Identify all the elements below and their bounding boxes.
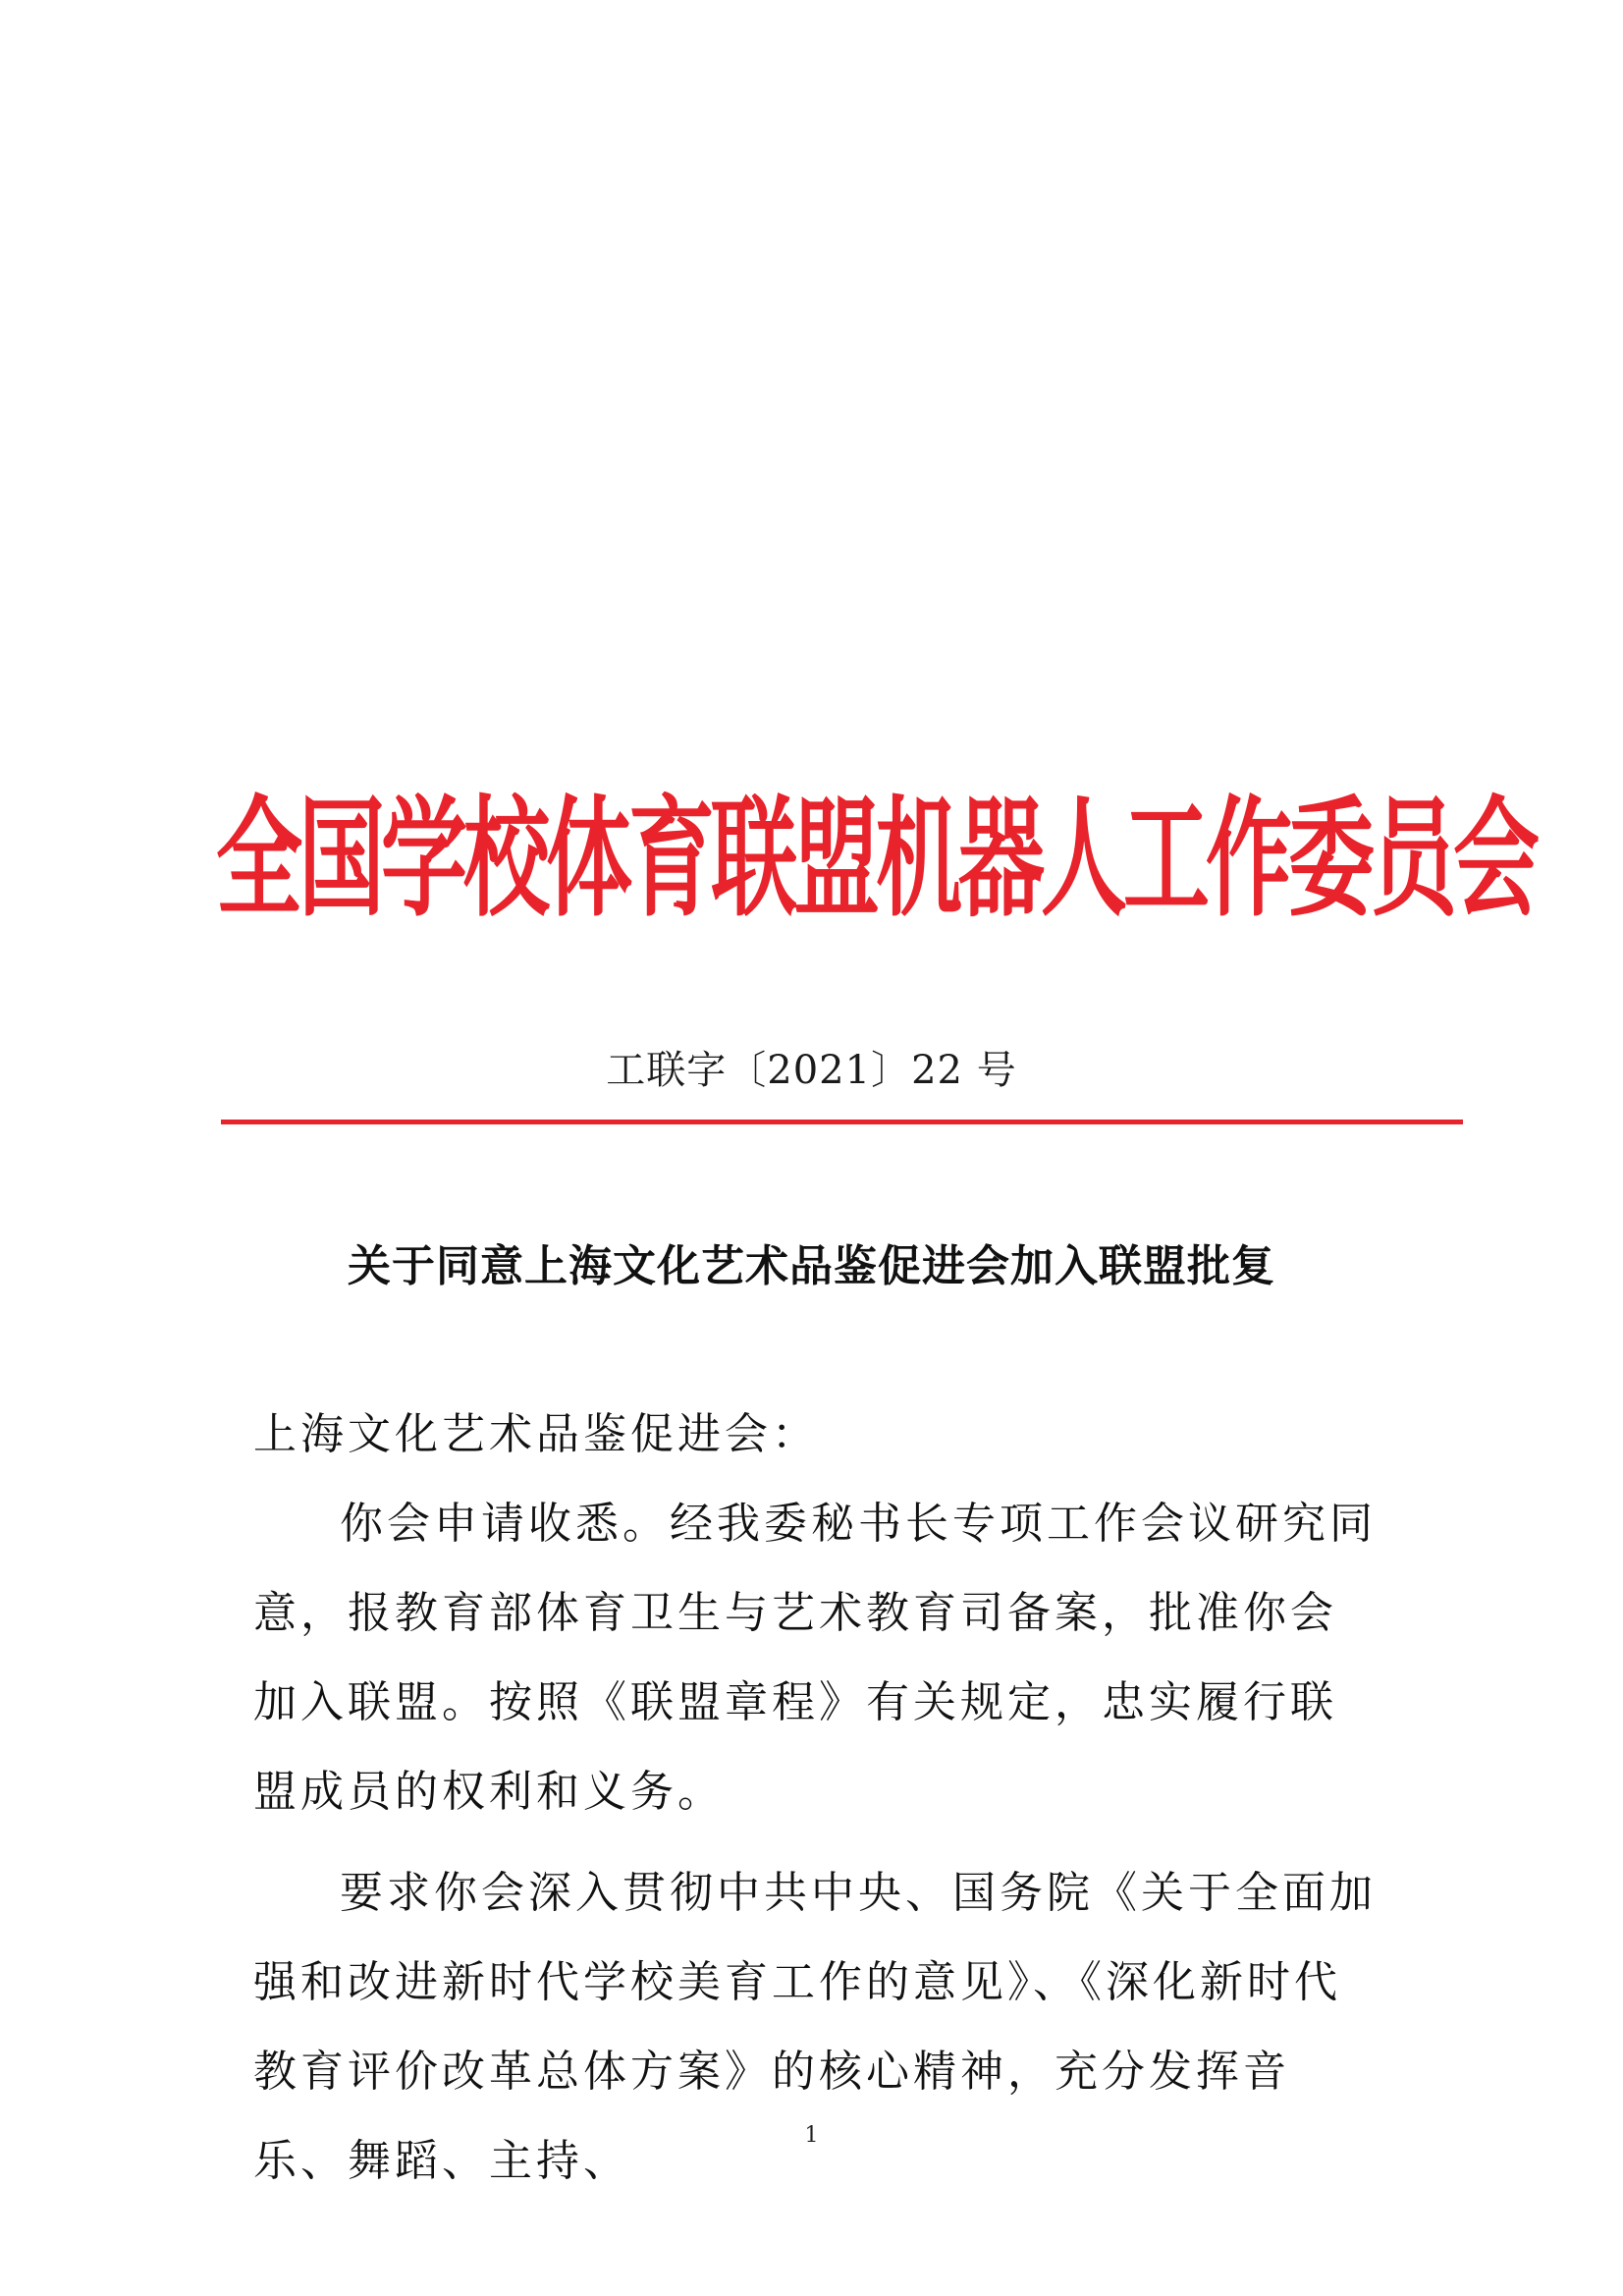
document-body: [253, 1390, 1382, 2206]
header-red-divider: [221, 1120, 1463, 1124]
organization-header: 全国学校体育联盟机器人工作委员会: [216, 783, 1537, 935]
salutation: 上海文化艺术品鉴促进会：: [253, 1409, 819, 1459]
body-paragraph-2: 要求你会深入贯彻中共中央、国务院《关于全面加强和改进新时代学校美育工作的意见》、《深化新时代教育评价改革总体方案》的核心精神，充分发挥音乐、舞蹈、主持、: [253, 1868, 1377, 2186]
document-number: 工联字〔2021〕22 号: [606, 1048, 1017, 1093]
page-number: 1: [804, 2123, 819, 2148]
document-title: 关于同意上海文化艺术品鉴促进会加入联盟批复: [348, 1241, 1275, 1291]
body-paragraph-1: 你会申请收悉。经我委秘书长专项工作会议研究同意，报教育部体育卫生与艺术教育司备案，批准你会加入联盟。按照《联盟章程》有关规定，忠实履行联盟成员的权利和义务。: [253, 1499, 1377, 1817]
